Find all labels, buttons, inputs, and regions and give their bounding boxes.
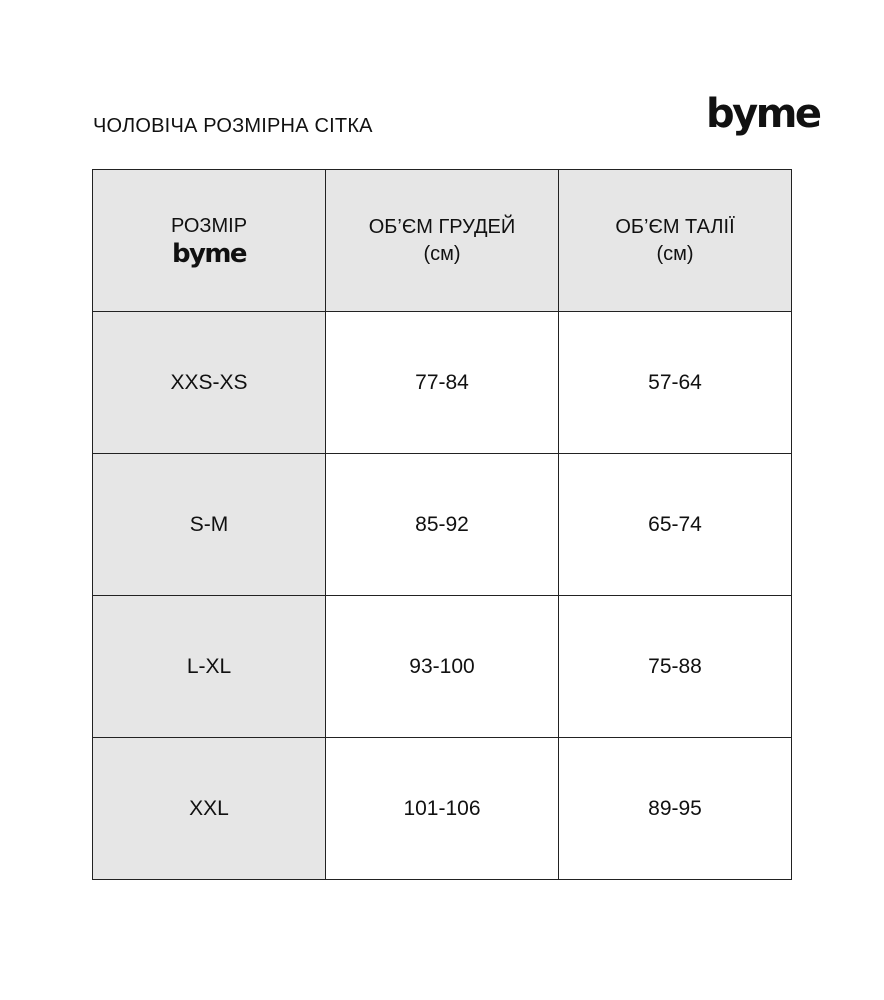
waist-cell: 89-95: [559, 738, 792, 880]
waist-cell: 75-88: [559, 596, 792, 738]
column-header-waist-unit: (см): [656, 242, 694, 265]
chest-cell: 85-92: [326, 454, 559, 596]
page-title: ЧОЛОВІЧА РОЗМІРНА СІТКА: [93, 115, 373, 137]
chest-cell: 77-84: [326, 312, 559, 454]
column-header-chest-unit: (см): [423, 242, 461, 265]
waist-cell: 65-74: [559, 454, 792, 596]
column-header-size: [93, 170, 326, 312]
table-row: [93, 454, 792, 596]
table-header-row: [93, 170, 792, 312]
chest-cell: 101-106: [326, 738, 559, 880]
column-header-size-logo: byme: [172, 239, 246, 269]
table-row: [93, 312, 792, 454]
brand-logo: byme: [706, 91, 820, 137]
size-cell: S-M: [93, 454, 326, 596]
size-cell: L-XL: [93, 596, 326, 738]
waist-cell: 57-64: [559, 312, 792, 454]
size-cell: XXS-XS: [93, 312, 326, 454]
table-row: [93, 738, 792, 880]
chest-cell: 93-100: [326, 596, 559, 738]
size-cell: XXL: [93, 738, 326, 880]
table-row: [93, 596, 792, 738]
column-header-waist: [559, 170, 792, 312]
column-header-size-label: РОЗМІР: [170, 215, 248, 237]
size-chart-table: [92, 169, 792, 880]
column-header-chest: [326, 170, 559, 312]
column-header-waist-label: ОБ’ЄМ ТАЛІЇ: [615, 215, 735, 238]
column-header-chest-label: ОБ’ЄМ ГРУДЕЙ: [368, 215, 516, 238]
